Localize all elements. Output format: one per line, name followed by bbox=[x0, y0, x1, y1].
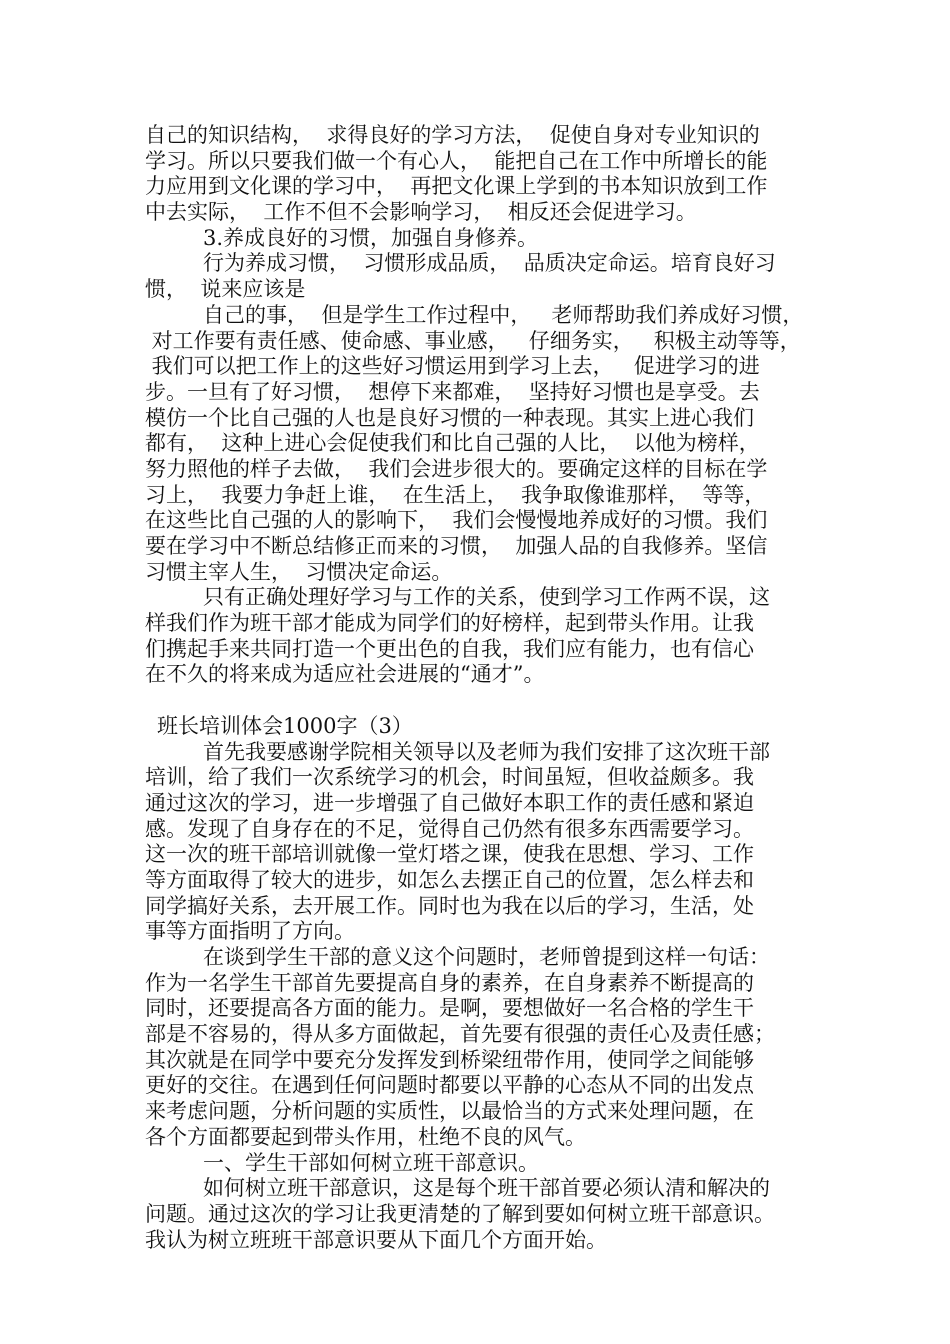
text-line: 惯， 说来应该是 bbox=[145, 277, 306, 302]
text-line: 习上， 我要力争赶上谁， 在生活上， 我争取像谁那样， 等等， bbox=[145, 482, 766, 507]
blank-line bbox=[145, 688, 810, 714]
text-line: 只有正确处理好学习与工作的关系，使到学习工作两不误，这 bbox=[203, 585, 770, 610]
text-line: 中去实际， 工作不但不会影响学习， 相反还会促进学习。 bbox=[145, 200, 697, 225]
document-page bbox=[145, 123, 810, 1253]
text-line: 首先我要感谢学院相关领导以及老师为我们安排了这次班干部 bbox=[203, 739, 770, 764]
text-line: 努力照他的样子去做， 我们会进步很大的。要确定这样的目标在学 bbox=[145, 456, 768, 481]
text-line: 事等方面指明了方向。 bbox=[145, 919, 355, 944]
text-line: 们携起手来共同打造一个更出色的自我，我们应有能力，也有信心 bbox=[145, 636, 754, 661]
text-line: 作为一名学生干部首先要提高自身的素养，在自身素养不断提高的 bbox=[145, 970, 754, 995]
text-line: 步。一旦有了好习惯， 想停下来都难， 坚持好习惯也是享受。去 bbox=[145, 379, 760, 404]
document-body-part1 bbox=[145, 123, 810, 688]
text-line: 各个方面都要起到带头作用，杜绝不良的风气。 bbox=[145, 1124, 586, 1149]
text-line: 我们可以把工作上的这些好习惯运用到学习上去， 促进学习的进 bbox=[145, 354, 760, 379]
text-line: 习惯主宰人生， 习惯决定命运。 bbox=[145, 559, 453, 584]
text-line: 如何树立班干部意识，这是每个班干部首要必须认清和解决的 bbox=[203, 1176, 770, 1201]
text-line: 学习。所以只要我们做一个有心人， 能把自己在工作中所增长的能 bbox=[145, 148, 768, 173]
text-line: 自己的知识结构， 求得良好的学习方法， 促使自身对专业知识的 bbox=[145, 123, 760, 147]
text-line: 3.养成良好的习惯，加强自身修养。 bbox=[203, 225, 539, 250]
text-line: 问题。通过这次的学习让我更清楚的了解到要如何树立班干部意识。 bbox=[145, 1201, 775, 1226]
text-line: 对工作要有责任感、使命感、事业感， 仔细务实， 积极主动等等， bbox=[145, 328, 801, 353]
text-line: 培训，给了我们一次系统学习的机会，时间虽短，但收益颇多。我 bbox=[145, 765, 754, 790]
text-line: 感。发现了自身存在的不足，觉得自己仍然有很多东西需要学习。 bbox=[145, 816, 754, 841]
text-line: 同学搞好关系，去开展工作。同时也为我在以后的学习，生活，处 bbox=[145, 893, 754, 918]
text-line: 要在学习中不断总结修正而来的习惯， 加强人品的自我修养。坚信 bbox=[145, 534, 768, 558]
text-line: 模仿一个比自己强的人也是良好习惯的一种表现。其实上进心我们 bbox=[145, 405, 754, 430]
text-line: 来考虑问题，分析问题的实质性，以最恰当的方式来处理问题，在 bbox=[145, 1099, 754, 1124]
section-heading: 班长培训体会1000字（3） bbox=[157, 713, 413, 738]
text-line: 部是不容易的，得从多方面做起，首先要有很强的责任心及责任感； bbox=[145, 1022, 775, 1047]
text-line: 行为养成习惯， 习惯形成品质， 品质决定命运。培育良好习 bbox=[203, 251, 776, 276]
text-line: 样我们作为班干部才能成为同学们的好榜样，起到带头作用。让我 bbox=[145, 611, 754, 636]
text-line: 等方面取得了较大的进步，如怎么去摆正自己的位置，怎么样去和 bbox=[145, 867, 754, 892]
text-line: 都有， 这种上进心会促使我们和比自己强的人比， 以他为榜样， bbox=[145, 431, 760, 456]
text-line: 自己的事， 但是学生工作过程中， 老师帮助我们养成好习惯， bbox=[203, 302, 804, 327]
text-line: 在这些比自己强的人的影响下， 我们会慢慢地养成好的习惯。我们 bbox=[145, 508, 768, 533]
text-line: 同时，还要提高各方面的能力。是啊，要想做好一名合格的学生干 bbox=[145, 996, 754, 1021]
text-line: 在不久的将来成为适应社会进展的“通才”。 bbox=[145, 662, 545, 687]
text-line: 在谈到学生干部的意义这个问题时，老师曾提到这样一句话： bbox=[203, 945, 770, 969]
document-body-part2 bbox=[145, 740, 810, 1254]
text-line: 力应用到文化课的学习中， 再把文化课上学到的书本知识放到工作 bbox=[145, 174, 768, 199]
text-line: 一、学生干部如何树立班干部意识。 bbox=[203, 1150, 539, 1175]
text-line: 更好的交往。在遇到任何问题时都要以平静的心态从不同的出发点 bbox=[145, 1073, 754, 1098]
text-line: 其次就是在同学中要充分发挥发到桥梁纽带作用，使同学之间能够 bbox=[145, 1047, 754, 1072]
text-line: 通过这次的学习，进一步增强了自己做好本职工作的责任感和紧迫 bbox=[145, 790, 754, 815]
text-line: 我认为树立班班干部意识要从下面几个方面开始。 bbox=[145, 1227, 607, 1252]
text-line: 这一次的班干部培训就像一堂灯塔之课，使我在思想、学习、工作 bbox=[145, 842, 754, 867]
